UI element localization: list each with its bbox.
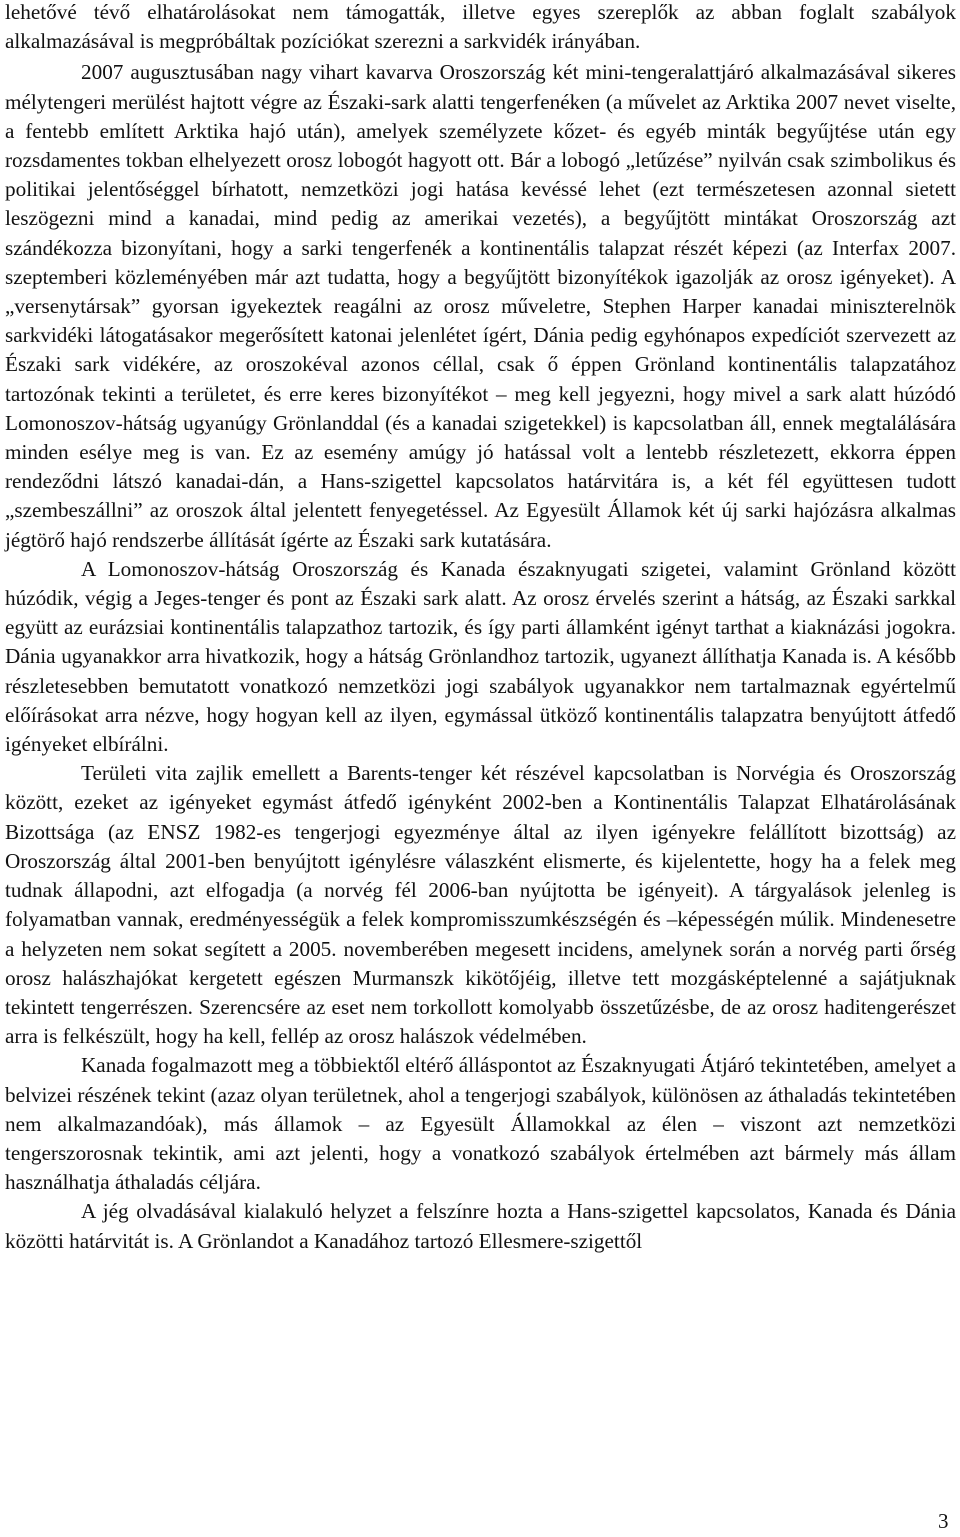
document-body [5,0,956,1256]
paragraph-arktika-2007: 2007 augusztusában nagy vihart kavarva Oroszország két mini-tengeralattjáró alkalmazásával sikeres mélytengeri merülést hajtott végre az Északi-sark alatti tengerfenéken (a művelet az Arktika 2007 nevet viselte, a fentebb említett Arktika hajó után), amelyek személyzete kőzet- és egyéb minták begyűjtése után egy rozsdamentes tokban elhelyezett orosz lobogót hagyott ott. Bár a lobogó „letűzése” nyilván csak szimbolikus és politikai jelentőséggel bírhatott, nemzetközi jogi hatása kevéssé lehet (ezt természetesen azonnal sietett leszögezni mind a kanadai, mind pedig az amerikai vezetés), a begyűjtött mintákat Oroszország azt szándékozza bizonyítani, hogy a sarki tengerfenék a kontinentális talapzat részét képezi (az Interfax 2007. szeptemberi közleményében már azt tudatta, hogy a begyűjtött bizonyítékok igazolják az orosz igényeket). A „versenytársak” gyorsan igyekeztek reagálni az orosz műveletre, Stephen Harper kanadai miniszterelnök sarkvidéki látogatásakor megerősített katonai jelenlétet ígért, Dánia pedig egyhónapos expedíciót szervezett az Északi sark vidékére, az oroszokéval azonos céllal, csak ő éppen Grönland kontinentális talapzatához tartozónak tekinti a területet, és erre keres bizonyítékot – meg kell jegyezni, hogy mivel a sark alatt húzódó Lomonoszov-hátság ugyanúgy Grönlanddal (és a kanadai szigetekkel) is kapcsolatban áll, ennek megtalálására minden esélye meg is van. Ez az esemény amúgy jó hatással volt a lentebb részletezett, ekkorra éppen rendeződni látszó kanadai-dán, a Hans-szigettel kapcsolatos határvitára is, a két fél együttesen tudott „szembeszállni” az oroszok által jelentett fenyegetéssel. Az Egyesült Államok két új sarki hajózásra alkalmas jégtörő hajó rendszerbe állítását ígérte az Északi sark kutatására. [5,60,956,552]
paragraph-continued: lehetővé tévő elhatárolásokat nem támogatták, illetve egyes szereplők az abban foglalt szabályok alkalmazásával is megpróbáltak pozíciókat szerezni a sarkvidék irányában. [5,0,956,54]
paragraph-barents: Területi vita zajlik emellett a Barents-tenger két részével kapcsolatban is Norvégia és Oroszország között, ezeket az igényeket egymást átfedő igényként 2002-ben a Kontinentális Talapzat Elhatárolásának Bizottsága (az ENSZ 1982-es tengerjogi egyezménye által az ilyen igényekre felállított bizottság) az Oroszország által 2001-ben benyújtott igénylésre válaszként elismerte, és kijelentette, hogy ha a felek meg tudnak állapodni, azt elfogadja (a norvég fél 2006-ban nyújtotta be igényeit). A tárgyalások jelenleg is folyamatban vannak, eredményességük a felek kompromisszumkészségén és –képességén múlik. Mindenesetre a helyzeten nem sokat segített a 2005. novemberében megesett incidens, amelynek során a norvég parti őrség orosz halászhajókat kergetett egészen Murmanszk kikötőjéig, illetve tett mozgásképtelenné a sajátjuknak tekintett tengerrészen. Szerencsére az eset nem torkollott komolyabb összetűzésbe, de az orosz haditengerészet arra is felkészült, hogy ha kell, fellép az orosz halászok védelmében. [5,761,956,1049]
paragraph-canada-northwest-passage: Kanada fogalmazott meg a többiektől eltérő álláspontot az Északnyugati Átjáró tekintetében, amelyet a belvizei részének tekint (azaz olyan területnek, ahol a tengerjogi szabályok, különösen az áthaladás tekintetében nem alkalmazandóak), más államok – az Egyesült Államokkal az élen – viszont azt nemzetközi tengerszorosnak tekintik, ami azt jelenti, hogy a vonatkozó szabályok értelmében azt bármely más állam használhatja áthaladás céljára. [5,1053,956,1195]
paragraph-lomonoszov: A Lomonoszov-hátság Oroszország és Kanada északnyugati szigetei, valamint Grönland között húzódik, végig a Jeges-tenger és pont az Északi sark alatt. Az orosz érvelés szerint a hátság, az Északi sarkkal együtt az eurázsiai kontinentális talapzathoz tartozik, és így parti államként igényt tarthat a kiaknázási jogokra. Dánia ugyanakkor arra hivatkozik, hogy a hátság Grönlandhoz tartozik, ugyanezt állíthatja Kanada is. A később részletesebben bemutatott vonatkozó nemzetközi jogi szabályok ugyanakkor nem tartalmaznak egyértelmű előírásokat arra nézve, hogy hogyan kell az ilyen, egymással ütköző kontinentális talapzatra benyújtott átfedő igényeket elbírálni. [5,556,956,757]
page-number: 3 [938,1509,949,1533]
paragraph-hans-island: A jég olvadásával kialakuló helyzet a felszínre hozta a Hans-szigettel kapcsolatos, Kanada és Dánia közötti határvitát is. A Grönlandot a Kanadához tartozó Ellesmere-szigettől [5,1199,956,1253]
